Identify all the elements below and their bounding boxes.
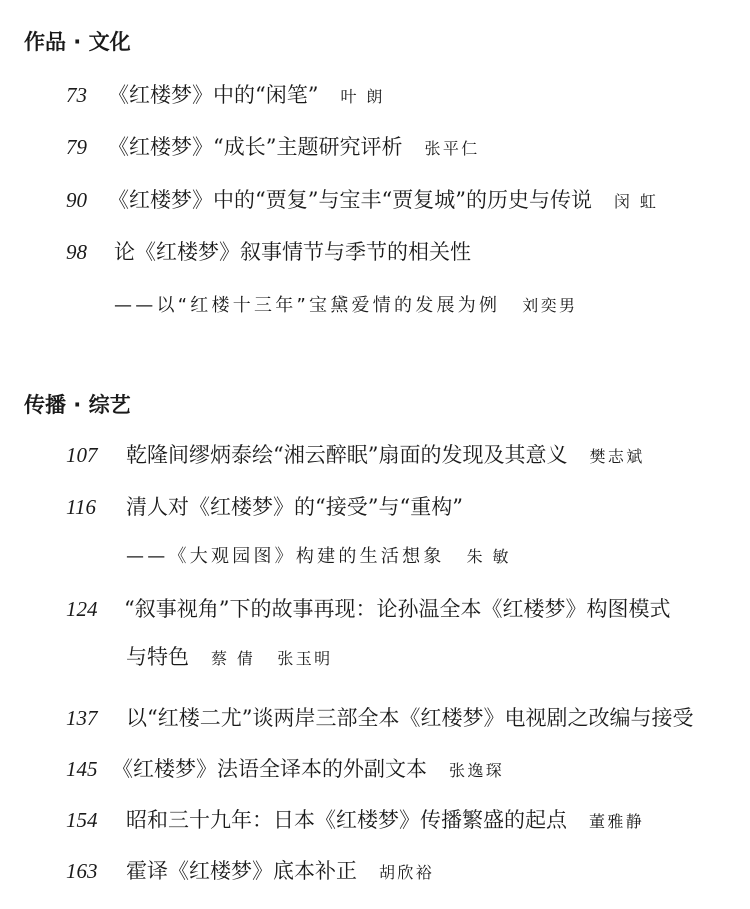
entry-title: 乾隆间缪炳泰绘“湘云醉眠”扇面的发现及其意义	[126, 443, 568, 467]
page-number: 137	[66, 706, 98, 730]
entry-title: “叙事视角”下的故事再现：论孙温全本《红楼梦》构图模式	[124, 597, 671, 621]
page-number: 79	[66, 135, 87, 159]
page-number: 90	[66, 188, 87, 212]
entry-title: 《红楼梦》法语全译本的外副文本	[112, 757, 427, 781]
entry-title-cont: 与特色	[126, 645, 189, 669]
entry-author: 董雅静	[589, 812, 645, 831]
entry-subtitle: ——以“红楼十三年”宝黛爱情的发展为例	[114, 295, 501, 316]
entry-author: 朱 敏	[466, 547, 511, 566]
page-number: 163	[66, 859, 98, 883]
entry-title-continuation	[126, 645, 333, 671]
page-number: 73	[66, 83, 87, 107]
page-number: 124	[66, 597, 98, 621]
entry-title: 以“红楼二尤”谈两岸三部全本《红楼梦》电视剧之改编与接受	[126, 706, 694, 730]
entry-author-2: 张玉明	[277, 649, 333, 668]
entry-title: 清人对《红楼梦》的“接受”与“重构”	[126, 495, 463, 519]
page-number: 145	[66, 757, 98, 781]
entry-title: 《红楼梦》中的“贾复”与宝丰“贾复城”的历史与传说	[108, 188, 592, 212]
entry-title: 昭和三十九年：日本《红楼梦》传播繁盛的起点	[126, 808, 567, 832]
entry-author: 樊志斌	[589, 447, 645, 466]
page-number: 98	[66, 240, 87, 264]
entry-subtitle: ——《大观园图》构建的生活想象	[126, 546, 445, 567]
page-number: 116	[66, 495, 96, 519]
section-heading-works-culture: 作品 · 文化	[24, 30, 131, 54]
entry-title: 《红楼梦》“成长”主题研究评析	[108, 135, 403, 159]
page-number: 154	[66, 808, 98, 832]
entry-title: 霍译《红楼梦》底本补正	[126, 859, 357, 883]
entry-author: 胡欣裕	[379, 863, 435, 882]
page-number: 107	[66, 443, 98, 467]
entry-subtitle-line	[114, 294, 577, 318]
entry-author: 闵 虹	[613, 192, 659, 211]
entry-title: 《红楼梦》中的“闲笔”	[108, 83, 319, 107]
entry-author: 蔡 倩	[211, 649, 256, 668]
entry-author: 张逸琛	[449, 761, 505, 780]
entry-author: 叶 朗	[340, 87, 385, 106]
entry-title: 论《红楼梦》叙事情节与季节的相关性	[114, 240, 471, 264]
entry-author: 张平仁	[424, 139, 480, 158]
section-heading-spread-variety: 传播 · 综艺	[24, 393, 131, 417]
entry-subtitle-line	[126, 545, 511, 569]
entry-author: 刘奕男	[522, 296, 578, 315]
